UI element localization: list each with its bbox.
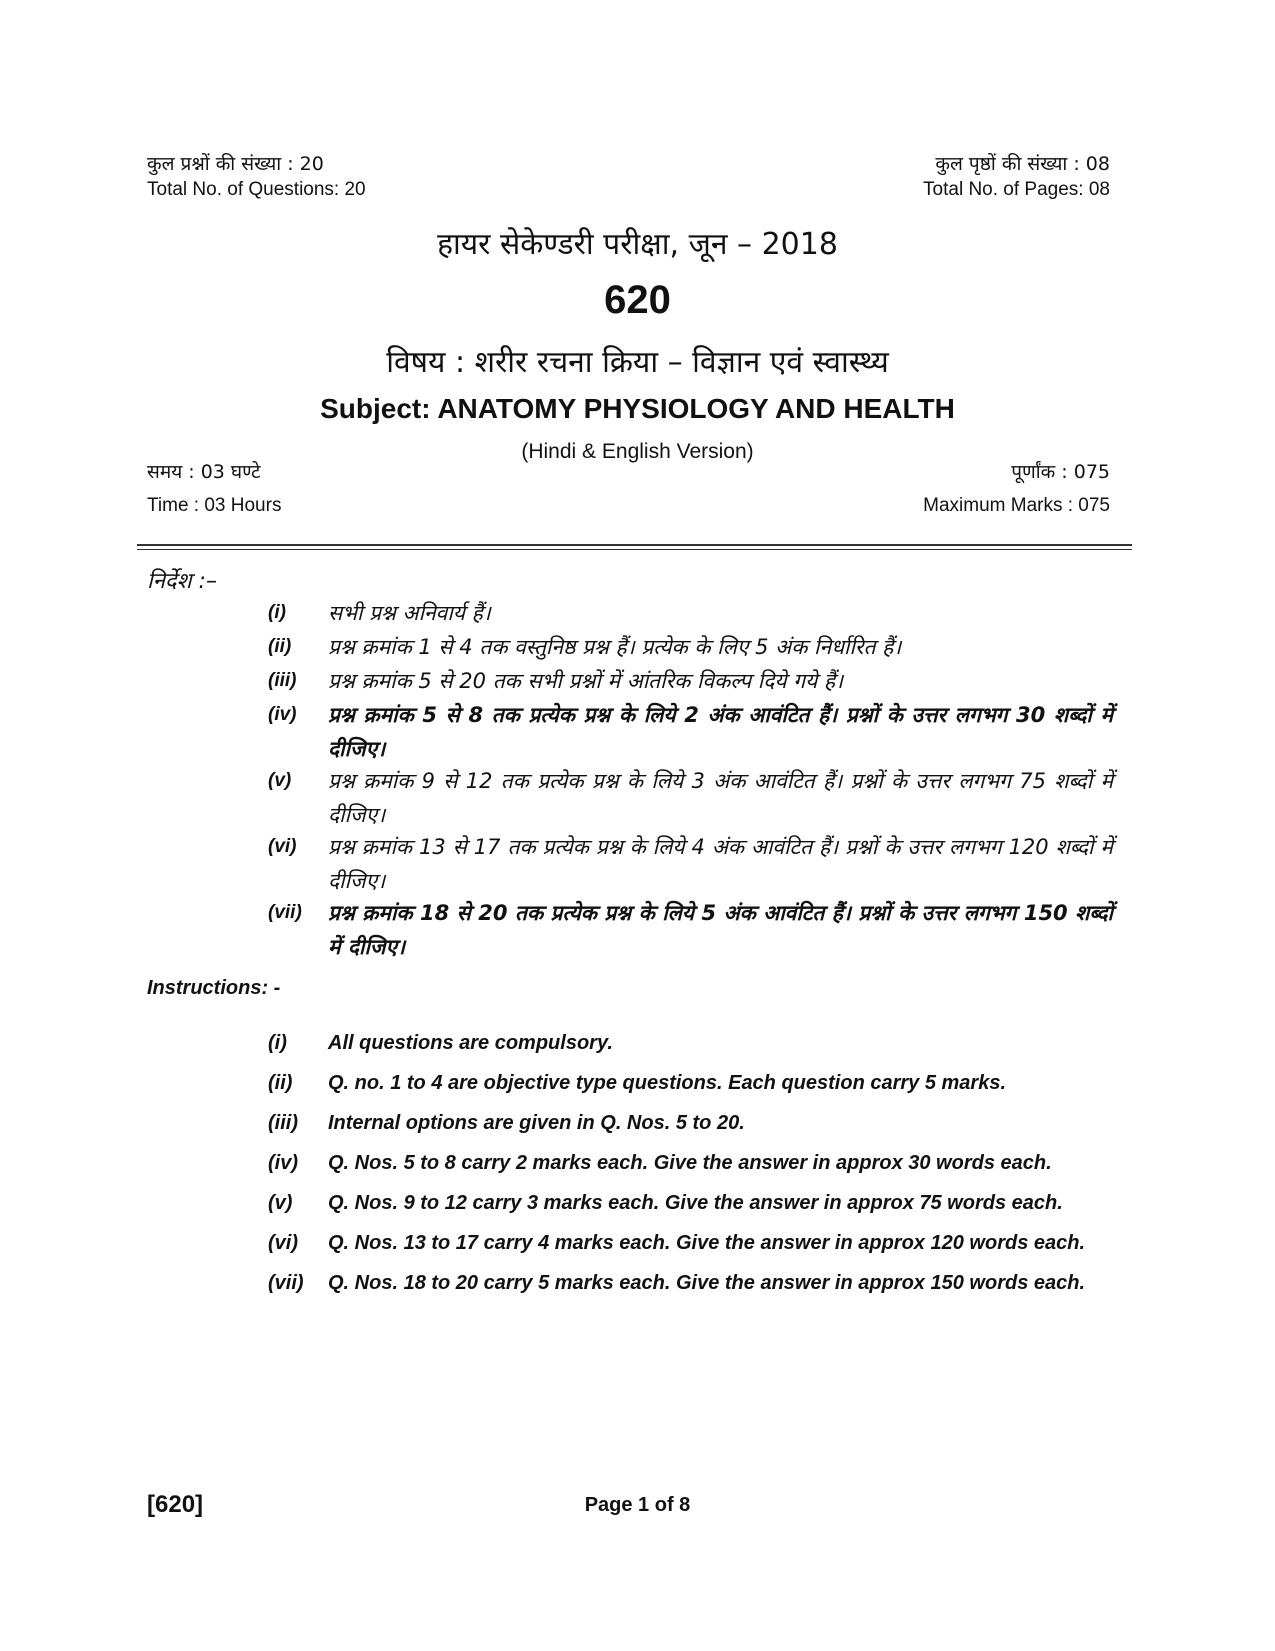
footer-paper-code: [620] (147, 1491, 204, 1518)
item-text: सभी प्रश्न अनिवार्य हैं। (328, 601, 491, 625)
item-number: (vi) (268, 1232, 298, 1254)
hindi-instructions-heading: निर्देश :– (147, 569, 217, 594)
version-note: (Hindi & English Version) (521, 440, 754, 463)
item-number: (iv) (268, 704, 297, 725)
item-text: Q. Nos. 18 to 20 carry 5 marks each. Give the answer in approx 150 words each. (328, 1272, 1086, 1294)
item-text: All questions are compulsory. (328, 1032, 613, 1054)
item-number: (i) (268, 1032, 287, 1054)
item-text: प्रश्न क्रमांक 1 से 4 तक वस्तुनिष्ठ प्रश्न हैं। प्रत्येक के लिए 5 अंक निर्धारित हैं। (328, 635, 902, 659)
header-divider (137, 544, 1132, 546)
item-number: (vii) (268, 902, 302, 923)
time-english: Time : 03 Hours (147, 495, 282, 516)
item-number: (vii) (268, 1272, 304, 1294)
header-divider-thin (137, 549, 1132, 550)
total-pages-english: Total No. of Pages: 08 (923, 179, 1110, 200)
exam-title: हायर सेकेण्डरी परीक्षा, जून – 2018 (437, 227, 838, 262)
total-pages-hindi: कुल पृष्ठों की संख्या : 08 (935, 153, 1110, 175)
item-number: (iii) (268, 1112, 298, 1134)
item-text: प्रश्न क्रमांक 5 से 8 तक प्रत्येक प्रश्न के लिये 2 अंक आवंटित हैं। प्रश्नों के उत्तर लगभग 30 शब्दों में दीजिए। (328, 703, 1113, 761)
item-text: प्रश्न क्रमांक 18 से 20 तक प्रत्येक प्रश्न के लिये 5 अंक आवंटित हैं। प्रश्नों के उत्तर लगभग 150 शब्दों में दीजिए। (328, 901, 1113, 959)
item-text: प्रश्न क्रमांक 5 से 20 तक सभी प्रश्नों में आंतरिक विकल्प दिये गये हैं। (328, 669, 844, 693)
item-number: (i) (268, 602, 286, 623)
subject-name: : ANATOMY PHYSIOLOGY AND HEALTH (421, 393, 955, 424)
total-questions-hindi: कुल प्रश्नों की संख्या : 20 (147, 153, 324, 175)
item-number: (iv) (268, 1152, 298, 1174)
item-number: (vi) (268, 836, 297, 857)
item-number: (ii) (268, 636, 292, 657)
total-questions-english: Total No. of Questions: 20 (147, 179, 366, 200)
page-number: Page 1 of 8 (584, 1494, 691, 1516)
item-text: Q. Nos. 13 to 17 carry 4 marks each. Give the answer in approx 120 words each. (328, 1232, 1086, 1254)
paper-code: 620 (604, 278, 671, 322)
item-text: प्रश्न क्रमांक 13 से 17 तक प्रत्येक प्रश्न के लिये 4 अंक आवंटित हैं। प्रश्नों के उत्तर लगभग 120 शब्दों में दीजिए। (328, 835, 1113, 893)
marks-english: Maximum Marks : 075 (923, 495, 1110, 516)
item-text: Internal options are given in Q. Nos. 5 to 20. (328, 1112, 745, 1134)
item-number: (ii) (268, 1072, 293, 1094)
subject-label: Subject (320, 393, 422, 424)
subject-hindi: विषय : शरीर रचना क्रिया – विज्ञान एवं स्वास्थ्य (386, 345, 889, 380)
english-instructions-heading: Instructions: - (147, 977, 281, 999)
item-number: (iii) (268, 670, 297, 691)
item-text: प्रश्न क्रमांक 9 से 12 तक प्रत्येक प्रश्न के लिये 3 अंक आवंटित हैं। प्रश्नों के उत्तर लगभग 75 शब्दों में दीजिए। (328, 769, 1113, 827)
item-number: (v) (268, 1192, 293, 1214)
subject-english (0, 393, 1275, 425)
item-number: (v) (268, 770, 292, 791)
marks-hindi: पूर्णांक : 075 (1011, 461, 1110, 483)
time-hindi: समय : 03 घण्टे (147, 461, 261, 483)
item-text: Q. Nos. 5 to 8 carry 2 marks each. Give the answer in approx 30 words each. (328, 1152, 1052, 1174)
item-text: Q. no. 1 to 4 are objective type questions. Each question carry 5 marks. (328, 1072, 1007, 1094)
item-text: Q. Nos. 9 to 12 carry 3 marks each. Give the answer in approx 75 words each. (328, 1192, 1063, 1214)
